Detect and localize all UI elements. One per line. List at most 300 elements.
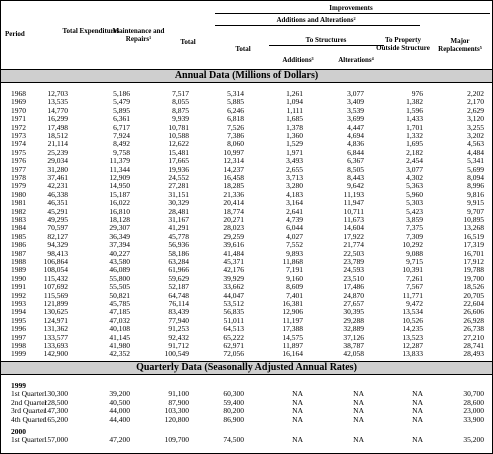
cell-improvements-total: 56,835 — [223, 307, 244, 317]
cell-alterations: NA — [353, 389, 364, 399]
table-row — [1, 241, 492, 249]
cell-alterations: 24,870 — [343, 290, 364, 300]
cell-additions: 6,044 — [286, 223, 303, 233]
cell-outside-structure: 9,088 — [406, 248, 423, 258]
cell-major-replacements: 2,629 — [467, 105, 484, 115]
table-row — [1, 407, 492, 415]
cell-total: 52,187 — [168, 282, 189, 292]
cell-outside-structure: NA — [412, 414, 423, 424]
cell-maintenance-repairs: 6,361 — [113, 114, 130, 124]
cell-outside-structure: 5,363 — [406, 181, 423, 191]
cell-outside-structure: 5,960 — [406, 189, 423, 199]
cell-improvements-total: 53,512 — [223, 299, 244, 308]
cell-major-replacements: 17,912 — [463, 257, 484, 266]
cell-total: 31,167 — [168, 215, 189, 224]
cell-total-expenditures: 147,300 — [43, 406, 68, 416]
cell-major-replacements: 5,341 — [467, 156, 484, 166]
cell-alterations: 14,604 — [343, 223, 364, 233]
cell-improvements-total: 39,929 — [223, 273, 244, 283]
cell-outside-structure: 12,287 — [402, 341, 423, 350]
cell-maintenance-repairs: 36,349 — [109, 231, 130, 241]
cell-maintenance-repairs: 7,924 — [113, 131, 130, 140]
cell-total-expenditures: 42,231 — [47, 181, 68, 191]
maintenance-repairs-header: Maintenance and Repairs¹ — [112, 27, 165, 43]
table-row — [1, 436, 492, 444]
cell-outside-structure: NA — [412, 435, 423, 445]
cell-additions: NA — [292, 414, 303, 424]
table-row — [1, 416, 492, 424]
improvements-header: Improvements — [329, 4, 373, 12]
cell-additions: 8,609 — [286, 282, 303, 292]
quarter-year-label: 1999 — [11, 381, 26, 390]
cell-major-replacements: 2,202 — [467, 89, 484, 98]
cell-additions: 12,906 — [282, 307, 303, 317]
cell-major-replacements: 18,526 — [463, 282, 484, 292]
cell-additions: 3,280 — [286, 181, 303, 191]
cell-outside-structure: 11,771 — [402, 290, 423, 300]
cell-maintenance-repairs: 46,089 — [109, 265, 130, 275]
cell-period: 1977 — [11, 164, 26, 174]
cell-total-expenditures: 130,625 — [43, 307, 68, 317]
cell-alterations: 27,657 — [343, 299, 364, 308]
cell-outside-structure: 4,302 — [406, 173, 423, 182]
cell-period: 1996 — [11, 324, 26, 334]
cell-additions: 11,197 — [282, 315, 303, 325]
total-header: Total — [180, 38, 196, 46]
cell-additions: 4,739 — [286, 215, 303, 224]
cell-alterations: 6,367 — [347, 156, 364, 166]
cell-alterations: 8,505 — [347, 164, 364, 174]
cell-total: 92,432 — [168, 332, 189, 342]
cell-major-replacements: 4,563 — [467, 139, 484, 149]
cell-maintenance-repairs: 6,717 — [113, 122, 130, 132]
cell-major-replacements: 28,741 — [463, 341, 484, 350]
cell-major-replacements: 26,928 — [463, 315, 484, 325]
cell-major-replacements: 9,707 — [467, 206, 484, 216]
cell-improvements-total: 33,662 — [223, 282, 244, 292]
cell-alterations: 24,593 — [343, 265, 364, 275]
cell-total: 64,748 — [168, 290, 189, 300]
cell-total-expenditures: 37,461 — [47, 173, 68, 182]
cell-improvements-total: 8,060 — [227, 139, 244, 149]
cell-total: 17,665 — [168, 156, 189, 166]
cell-total: 7,517 — [172, 89, 189, 98]
cell-improvements-total: 20,271 — [223, 215, 244, 224]
cell-improvements-total: 42,176 — [223, 265, 244, 275]
cell-alterations: 37,126 — [343, 332, 364, 342]
cell-outside-structure: 5,303 — [406, 198, 423, 208]
period-header: Period — [5, 30, 25, 38]
cell-total: 41,291 — [168, 223, 189, 233]
cell-maintenance-repairs: 44,400 — [109, 414, 130, 424]
cell-maintenance-repairs: 55,800 — [109, 273, 130, 283]
cell-total: 31,151 — [168, 189, 189, 199]
cell-major-replacements: 26,738 — [463, 324, 484, 334]
cell-maintenance-repairs: 5,895 — [113, 105, 130, 115]
cell-total-expenditures: 21,114 — [47, 139, 68, 149]
cell-outside-structure: 1,596 — [406, 105, 423, 115]
cell-maintenance-repairs: 42,352 — [109, 349, 130, 359]
cell-period: 1976 — [11, 156, 26, 166]
cell-total-expenditures: 107,692 — [43, 282, 68, 292]
cell-improvements-total: 59,400 — [223, 397, 244, 407]
cell-alterations: 32,889 — [343, 324, 364, 334]
cell-alterations: NA — [353, 397, 364, 407]
cell-total: 58,186 — [168, 248, 189, 258]
cell-improvements-total: 7,386 — [227, 131, 244, 140]
cell-total-expenditures: 31,280 — [47, 164, 68, 174]
cell-alterations: 11,673 — [343, 215, 364, 224]
additions-alterations-header: Additions and Alterations² — [276, 16, 356, 24]
cell-maintenance-repairs: 5,186 — [113, 89, 130, 98]
divider — [269, 45, 384, 46]
cell-period: 1970 — [11, 105, 26, 115]
cell-total: 10,781 — [168, 122, 189, 132]
cell-outside-structure: 5,423 — [406, 206, 423, 216]
cell-improvements-total: 51,011 — [223, 315, 244, 325]
cell-improvements-total: 29,259 — [223, 231, 244, 241]
cell-total-expenditures: 25,239 — [47, 147, 68, 157]
cell-period: 1987 — [11, 248, 26, 258]
cell-maintenance-repairs: 5,479 — [113, 97, 130, 107]
cell-alterations: 22,503 — [343, 248, 364, 258]
cell-period: 1999 — [11, 349, 26, 359]
table-row — [1, 325, 492, 333]
cell-total: 19,936 — [168, 164, 189, 174]
cell-period: 3rd Quarter — [11, 406, 46, 416]
cell-additions: 17,388 — [282, 324, 303, 334]
cell-improvements-total: 5,885 — [227, 97, 244, 107]
cell-alterations: 23,510 — [343, 273, 364, 283]
cell-total: 10,588 — [168, 131, 189, 140]
cell-improvements-total: 72,056 — [223, 349, 244, 359]
cell-outside-structure: 7,309 — [406, 231, 423, 241]
cell-period: 1993 — [11, 299, 26, 308]
to-property-outside-header: To Property Outside Structure — [376, 36, 430, 52]
cell-total-expenditures: 121,899 — [43, 299, 68, 308]
cell-major-replacements: 5,699 — [467, 164, 484, 174]
cell-outside-structure: 2,182 — [406, 147, 423, 157]
cell-alterations: 17,486 — [343, 282, 364, 292]
cell-outside-structure: NA — [412, 389, 423, 399]
cell-total-expenditures: 133,693 — [43, 341, 68, 350]
cell-period: 1988 — [11, 257, 26, 266]
cell-alterations: NA — [353, 406, 364, 416]
cell-additions: 11,868 — [282, 257, 303, 266]
cell-maintenance-repairs: 14,950 — [109, 181, 130, 191]
cell-additions: 9,160 — [286, 273, 303, 283]
cell-alterations: 4,447 — [347, 122, 364, 132]
cell-outside-structure: 13,534 — [402, 307, 423, 317]
cell-total-expenditures: 45,291 — [47, 206, 68, 216]
cell-total: 8,055 — [172, 97, 189, 107]
cell-alterations: 10,711 — [343, 206, 364, 216]
cell-additions: NA — [292, 389, 303, 399]
cell-outside-structure: 1,382 — [406, 97, 423, 107]
cell-period: 1969 — [11, 97, 26, 107]
cell-period: 4th Quarter — [11, 414, 46, 424]
cell-total-expenditures: 98,413 — [47, 248, 68, 258]
cell-period: 1991 — [11, 282, 26, 292]
cell-period: 1978 — [11, 173, 26, 182]
cell-major-replacements: 8,094 — [467, 173, 484, 182]
cell-outside-structure: 976 — [411, 89, 423, 98]
cell-maintenance-repairs: 43,580 — [109, 257, 130, 266]
cell-improvements-total: 5,314 — [227, 89, 244, 98]
cell-major-replacements: 23,000 — [463, 406, 484, 416]
cell-additions: 1,378 — [286, 122, 303, 132]
cell-period: 1980 — [11, 189, 26, 199]
cell-improvements-total: 10,997 — [223, 147, 244, 157]
cell-period: 1995 — [11, 315, 26, 325]
additions-header: Additions³ — [282, 56, 314, 64]
cell-period: 1994 — [11, 307, 26, 317]
cell-alterations: 38,787 — [343, 341, 364, 350]
cell-major-replacements: 2,170 — [467, 97, 484, 107]
cell-total: 9,939 — [172, 114, 189, 124]
cell-improvements-total: 86,900 — [223, 414, 244, 424]
cell-maintenance-repairs: 40,227 — [109, 248, 130, 258]
cell-total-expenditures: 18,512 — [47, 131, 68, 140]
cell-outside-structure: 10,391 — [402, 265, 423, 275]
cell-maintenance-repairs: 40,108 — [109, 324, 130, 334]
cell-maintenance-repairs: 37,394 — [109, 240, 130, 250]
cell-alterations: 11,193 — [343, 189, 364, 199]
cell-improvements-total: 64,513 — [223, 324, 244, 334]
cell-total-expenditures: 49,295 — [47, 215, 68, 224]
cell-period: 1997 — [11, 332, 26, 342]
cell-total: 77,940 — [168, 315, 189, 325]
cell-improvements-total: 41,484 — [223, 248, 244, 258]
cell-major-replacements: 13,268 — [463, 223, 484, 233]
table-row — [1, 350, 492, 358]
table-row — [1, 115, 492, 123]
cell-major-replacements: 33,900 — [463, 414, 484, 424]
cell-outside-structure: 7,261 — [406, 273, 423, 283]
cell-total: 91,253 — [168, 324, 189, 334]
cell-outside-structure: 10,526 — [402, 315, 423, 325]
cell-total-expenditures: 17,498 — [47, 122, 68, 132]
cell-additions: 1,111 — [286, 105, 303, 115]
cell-outside-structure: 1,695 — [406, 139, 423, 149]
cell-improvements-total: 6,818 — [227, 114, 244, 124]
cell-additions: 2,655 — [286, 164, 303, 174]
cell-period: 1st Quarter — [11, 435, 45, 445]
cell-outside-structure: 9,715 — [406, 257, 423, 266]
cell-major-replacements: 9,915 — [467, 198, 484, 208]
cell-improvements-total: 39,616 — [223, 240, 244, 250]
cell-additions: 11,897 — [282, 341, 303, 350]
cell-additions: 16,381 — [282, 299, 303, 308]
cell-total-expenditures: 46,351 — [47, 198, 68, 208]
cell-total: 83,439 — [168, 307, 189, 317]
cell-total: 61,966 — [168, 265, 189, 275]
cell-period: 1979 — [11, 181, 26, 191]
cell-total-expenditures: 108,054 — [43, 265, 68, 275]
to-structures-header: To Structures — [305, 36, 347, 44]
cell-major-replacements: 3,120 — [467, 114, 484, 124]
cell-outside-structure: 1,433 — [406, 114, 423, 124]
cell-improvements-total: 16,458 — [223, 173, 244, 182]
cell-major-replacements: 26,606 — [463, 307, 484, 317]
cell-period: 2nd Quarter — [11, 397, 48, 407]
cell-outside-structure: 14,235 — [402, 324, 423, 334]
cell-total: 12,622 — [168, 139, 189, 149]
cell-period: 1986 — [11, 240, 26, 250]
cell-total: 91,100 — [168, 389, 189, 399]
cell-alterations: 9,642 — [347, 181, 364, 191]
cell-alterations: 11,947 — [343, 198, 364, 208]
cell-period: 1974 — [11, 139, 26, 149]
cell-additions: 7,191 — [286, 265, 303, 275]
cell-major-replacements: 35,200 — [463, 435, 484, 445]
cell-period: 1998 — [11, 341, 26, 350]
cell-additions: 2,641 — [286, 206, 303, 216]
cell-major-replacements: 20,705 — [463, 290, 484, 300]
cell-major-replacements: 3,202 — [467, 131, 484, 140]
cell-additions: 4,183 — [286, 189, 303, 199]
cell-total-expenditures: 29,034 — [47, 156, 68, 166]
total-expenditures-header: Total Expenditures — [62, 27, 120, 35]
cell-major-replacements: 10,895 — [463, 215, 484, 224]
cell-additions: 7,552 — [286, 240, 303, 250]
cell-maintenance-repairs: 40,500 — [109, 397, 130, 407]
cell-major-replacements: 28,493 — [463, 349, 484, 359]
improvements-total-header: Total — [235, 45, 251, 53]
cell-improvements-total: 20,414 — [223, 198, 244, 208]
cell-major-replacements: 27,210 — [463, 332, 484, 342]
cell-total: 76,114 — [168, 299, 189, 308]
cell-improvements-total: 18,774 — [223, 206, 244, 216]
cell-additions: 1,685 — [286, 114, 303, 124]
cell-total-expenditures: 106,864 — [43, 257, 68, 266]
cell-period: 1982 — [11, 206, 26, 216]
cell-alterations: 3,699 — [347, 114, 364, 124]
cell-additions: 3,713 — [286, 173, 303, 182]
cell-total: 30,329 — [168, 198, 189, 208]
table-row — [1, 283, 492, 291]
cell-total: 56,936 — [168, 240, 189, 250]
cell-improvements-total: 28,023 — [223, 223, 244, 233]
cell-improvements-total: 45,371 — [223, 257, 244, 266]
cell-period: 1983 — [11, 215, 26, 224]
cell-major-replacements: 16,519 — [463, 231, 484, 241]
cell-total-expenditures: 142,900 — [43, 349, 68, 359]
divider — [215, 13, 490, 14]
cell-major-replacements: 4,484 — [467, 147, 484, 157]
major-replacements-header: Major Replacements⁵ — [438, 37, 482, 53]
cell-total-expenditures: 157,000 — [43, 435, 68, 445]
cell-total: 28,481 — [168, 206, 189, 216]
cell-maintenance-repairs: 41,980 — [109, 341, 130, 350]
cell-total: 87,900 — [168, 397, 189, 407]
cell-maintenance-repairs: 16,022 — [109, 198, 130, 208]
cell-alterations: 6,844 — [347, 147, 364, 157]
cell-total-expenditures: 46,338 — [47, 189, 68, 199]
cell-total-expenditures: 115,432 — [43, 273, 68, 283]
cell-total-expenditures: 82,127 — [47, 231, 68, 241]
cell-maintenance-repairs: 11,379 — [109, 156, 130, 166]
cell-total-expenditures: 131,362 — [43, 324, 68, 334]
cell-total-expenditures: 70,597 — [47, 223, 68, 233]
cell-additions: 14,575 — [282, 332, 303, 342]
alterations-header: Alterations⁴ — [338, 56, 374, 64]
cell-additions: 3,164 — [286, 198, 303, 208]
cell-major-replacements: 16,701 — [463, 248, 484, 258]
cell-additions: 3,493 — [286, 156, 303, 166]
cell-total-expenditures: 128,500 — [43, 397, 68, 407]
cell-maintenance-repairs: 41,145 — [109, 332, 130, 342]
cell-alterations: 4,694 — [347, 131, 364, 140]
cell-additions: 1,529 — [286, 139, 303, 149]
cell-total-expenditures: 165,200 — [43, 414, 68, 424]
cell-improvements-total: 74,500 — [223, 435, 244, 445]
cell-total: 45,778 — [168, 231, 189, 241]
cell-alterations: 29,288 — [343, 315, 364, 325]
cell-additions: 4,027 — [286, 231, 303, 241]
cell-alterations: 42,058 — [343, 349, 364, 359]
cell-outside-structure: 13,523 — [402, 332, 423, 342]
cell-outside-structure: 7,567 — [406, 282, 423, 292]
cell-period: 1990 — [11, 273, 26, 283]
cell-maintenance-repairs: 18,128 — [109, 215, 130, 224]
cell-maintenance-repairs: 15,187 — [109, 189, 130, 199]
cell-maintenance-repairs: 9,758 — [113, 147, 130, 157]
cell-total: 120,800 — [164, 414, 189, 424]
cell-period: 1985 — [11, 231, 26, 241]
cell-period: 1st Quarter — [11, 389, 45, 399]
cell-period: 1972 — [11, 122, 26, 132]
cell-major-replacements: 3,255 — [467, 122, 484, 132]
cell-total: 59,629 — [168, 273, 189, 283]
table-row — [1, 199, 492, 207]
annual-section-title: Annual Data (Millions of Dollars) — [1, 69, 492, 83]
cell-total: 100,549 — [164, 349, 189, 359]
cell-total-expenditures: 16,299 — [47, 114, 68, 124]
quarterly-section-title: Quarterly Data (Seasonally Adjusted Annual Rates) — [1, 361, 492, 375]
cell-major-replacements: 28,600 — [463, 397, 484, 407]
cell-improvements-total: 65,222 — [223, 332, 244, 342]
cell-total: 15,481 — [168, 147, 189, 157]
cell-maintenance-repairs: 39,200 — [109, 389, 130, 399]
cell-additions: 1,971 — [286, 147, 303, 157]
cell-total: 8,875 — [172, 105, 189, 115]
cell-alterations: NA — [353, 435, 364, 445]
cell-alterations: 4,836 — [347, 139, 364, 149]
cell-period: 1968 — [11, 89, 26, 98]
cell-period: 1981 — [11, 198, 26, 208]
cell-outside-structure: 7,375 — [406, 223, 423, 233]
cell-total-expenditures: 130,300 — [43, 389, 68, 399]
cell-major-replacements: 9,816 — [467, 189, 484, 199]
table-row — [1, 157, 492, 165]
cell-additions: NA — [292, 435, 303, 445]
cell-total: 63,284 — [168, 257, 189, 266]
cell-alterations: 30,395 — [343, 307, 364, 317]
divider — [215, 25, 420, 26]
cell-total-expenditures: 94,329 — [47, 240, 68, 250]
cell-improvements-total: 21,336 — [223, 189, 244, 199]
cell-maintenance-repairs: 12,909 — [109, 173, 130, 182]
cell-alterations: NA — [353, 414, 364, 424]
cell-total: 103,300 — [164, 406, 189, 416]
cell-additions: 1,094 — [286, 97, 303, 107]
cell-additions: NA — [292, 406, 303, 416]
cell-outside-structure: 3,077 — [406, 164, 423, 174]
cell-alterations: 21,774 — [343, 240, 364, 250]
cell-additions: 1,261 — [286, 89, 303, 98]
cell-maintenance-repairs: 29,307 — [109, 223, 130, 233]
